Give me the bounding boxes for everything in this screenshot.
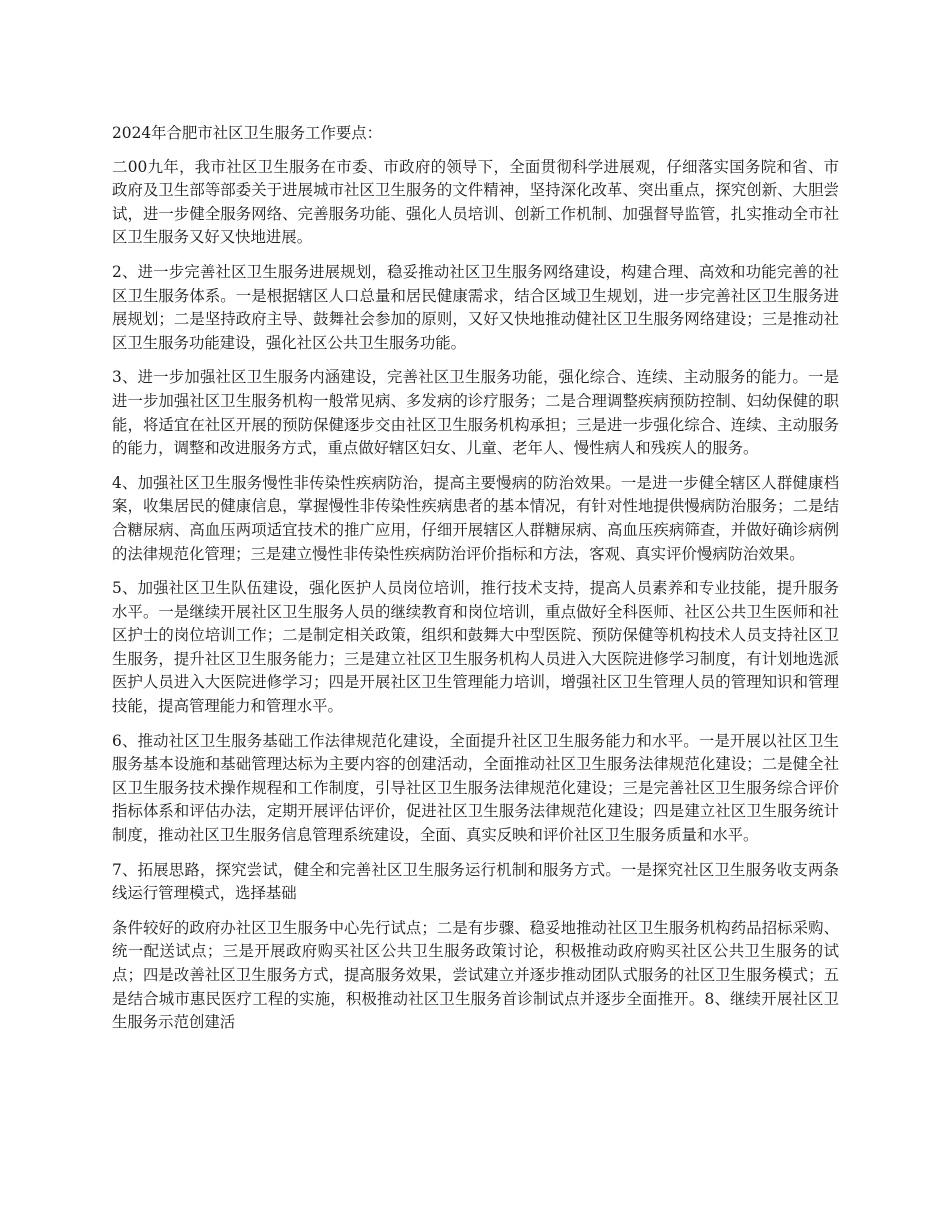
- paragraph-item-5: 5、加强社区卫生队伍建设，强化医护人员岗位培训，推行技术支持，提高人员素养和专业技能，提升服务水平。一是继续开展社区卫生服务人员的继续教育和岗位培训，重点做好全科医师、社区公共卫生医师和社区护士的岗位培训工作；二是制定相关政策，组织和鼓舞大中型医院、预防保健等机构技术人员支持社区卫生服务，提升社区卫生服务能力；三是建立社区卫生服务机构人员进入大医院进修学习制度，有计划地选派医护人员进入大医院进修学习；四是开展社区卫生管理能力培训，增强社区卫生管理人员的管理知识和管理技能，提高管理能力和管理水平。: [112, 579, 839, 716]
- paragraph-item-7-continued: 条件较好的政府办社区卫生服务中心先行试点；二是有步骤、稳妥地推动社区卫生服务机构药品招标采购、统一配送试点；三是开展政府购买社区公共卫生服务政策讨论，积极推动政府购买社区公共卫生服务的试点；四是改善社区卫生服务方式，提高服务效果，尝试建立并逐步推动团队式服务的社区卫生服务模式；五是结合城市惠民医疗工程的实施，积极推动社区卫生服务首诊制试点并逐步全面推开。8、继续开展社区卫生服务示范创建活: [112, 918, 839, 1032]
- paragraph-intro: 二00九年，我市社区卫生服务在市委、市政府的领导下，全面贯彻科学进展观，仔细落实国务院和省、市政府及卫生部等部委关于进展城市社区卫生服务的文件精神，坚持深化改革、突出重点，探究创新、大胆尝试，进一步健全服务网络、完善服务功能、强化人员培训、创新工作机制、加强督导监管，扎实推动全市社区卫生服务又好又快地进展。: [112, 157, 839, 247]
- document-page: [112, 122, 839, 1046]
- paragraph-item-4: 4、加强社区卫生服务慢性非传染性疾病防治，提高主要慢病的防治效果。一是进一步健全辖区人群健康档案，收集居民的健康信息，掌握慢性非传染性疾病患者的基本情况，有针对性地提供慢病防治服务；二是结合糖尿病、高血压两项适宜技术的推广应用，仔细开展辖区人群糖尿病、高血压疾病筛查，并做好确诊病例的法律规范化管理；三是建立慢性非传染性疾病防治评价指标和方法，客观、真实评价慢病防治效果。: [112, 473, 839, 563]
- paragraph-item-2: 2、进一步完善社区卫生服务进展规划，稳妥推动社区卫生服务网络建设，构建合理、高效和功能完善的社区卫生服务体系。一是根据辖区人口总量和居民健康需求，结合区域卫生规划，进一步完善社区卫生服务进展规划；二是坚持政府主导、鼓舞社会参加的原则，又好又快地推动健社区卫生服务网络建设；三是推动社区卫生服务功能建设，强化社区公共卫生服务功能。: [112, 262, 839, 352]
- paragraph-item-7: 7、拓展思路，探究尝试，健全和完善社区卫生服务运行机制和服务方式。一是探究社区卫生服务收支两条线运行管理模式，选择基础: [112, 860, 839, 903]
- paragraph-item-3: 3、进一步加强社区卫生服务内涵建设，完善社区卫生服务功能，强化综合、连续、主动服务的能力。一是进一步加强社区卫生服务机构一般常见病、多发病的诊疗服务；二是合理调整疾病预防控制、妇幼保健的职能，将适宜在社区开展的预防保健逐步交由社区卫生服务机构承担；三是进一步强化综合、连续、主动服务的能力，调整和改进服务方式，重点做好辖区妇女、儿童、老年人、慢性病人和残疾人的服务。: [112, 368, 839, 458]
- document-heading: 2024年合肥市社区卫生服务工作要点：: [112, 124, 383, 142]
- paragraph-item-6: 6、推动社区卫生服务基础工作法律规范化建设，全面提升社区卫生服务能力和水平。一是开展以社区卫生服务基本设施和基础管理达标为主要内容的创建活动，全面推动社区卫生服务法律规范化建设；二是健全社区卫生服务技术操作规程和工作制度，引导社区卫生服务法律规范化建设；三是完善社区卫生服务综合评价指标体系和评估办法，定期开展评估评价，促进社区卫生服务法律规范化建设；四是建立社区卫生服务统计制度，推动社区卫生服务信息管理系统建设，全面、真实反映和评价社区卫生服务质量和水平。: [112, 731, 839, 845]
